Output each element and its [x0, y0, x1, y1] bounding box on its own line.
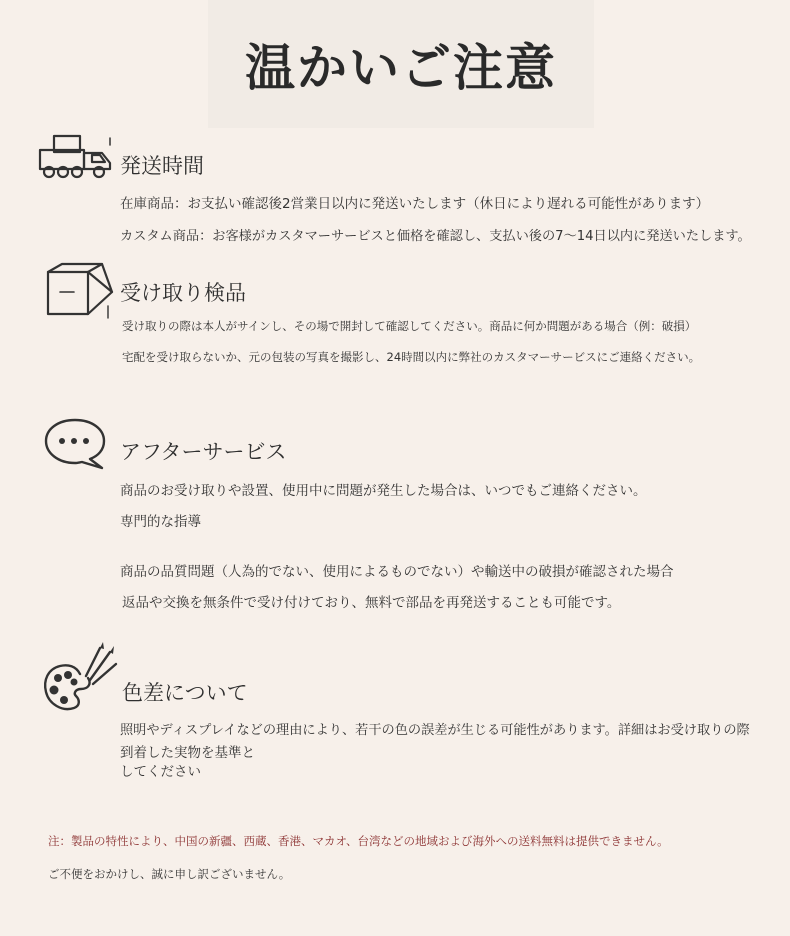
- heading-color: 色差について: [122, 681, 248, 705]
- speech-bubble-icon: [42, 416, 108, 472]
- shipping-note: 注：製品の特性により、中国の新疆、西蔵、香港、マカオ、台湾などの地域および海外への送料無料は提供できません。: [48, 834, 669, 848]
- heading-inspection: 受け取り検品: [120, 281, 246, 305]
- apology-note: ご不便をおかけし、誠に申し訳ございません。: [48, 867, 291, 881]
- truck-icon: [36, 133, 116, 181]
- aftersales-line-4: 返品や交換を無条件で受け付けており、無料で部品を再発送することも可能です。: [122, 595, 621, 611]
- shipping-line-1: 在庫商品：お支払い確認後2営業日以内に発送いたします（休日により遅れる可能性があります）: [120, 196, 710, 212]
- inspection-line-2: 宅配を受け取らないか、元の包装の写真を撮影し、24時間以内に弊社のカスタマーサービスにご連絡ください。: [122, 350, 701, 364]
- color-line-3: してください: [120, 764, 201, 780]
- color-line-1: 照明やディスプレイなどの理由により、若干の色の誤差が生じる可能性があります。詳細はお受け取りの際: [120, 723, 750, 738]
- aftersales-line-3: 商品の品質問題（人為的でない、使用によるものでない）や輸送中の破損が確認された場合: [120, 564, 674, 580]
- box-icon: [42, 262, 116, 322]
- inspection-line-1: 受け取りの際は本人がサインし、その場で開封して確認してください。商品に何か問題がある場合（例：破損）: [122, 319, 697, 333]
- heading-shipping: 発送時間: [120, 154, 204, 178]
- shipping-line-2: カスタム商品：お客様がカスタマーサービスと価格を確認し、支払い後の7〜14日以内に発送いたします。: [120, 229, 751, 244]
- aftersales-line-1: 商品のお受け取りや設置、使用中に問題が発生した場合は、いつでもご連絡ください。: [120, 483, 647, 499]
- heading-aftersales: アフターサービス: [120, 440, 287, 464]
- page-title: 温かいご注意: [245, 39, 557, 97]
- palette-icon: [40, 642, 120, 716]
- color-line-2: 到着した実物を基準と: [120, 745, 255, 761]
- aftersales-line-2: 専門的な指導: [120, 514, 201, 530]
- title-box: [208, 0, 594, 128]
